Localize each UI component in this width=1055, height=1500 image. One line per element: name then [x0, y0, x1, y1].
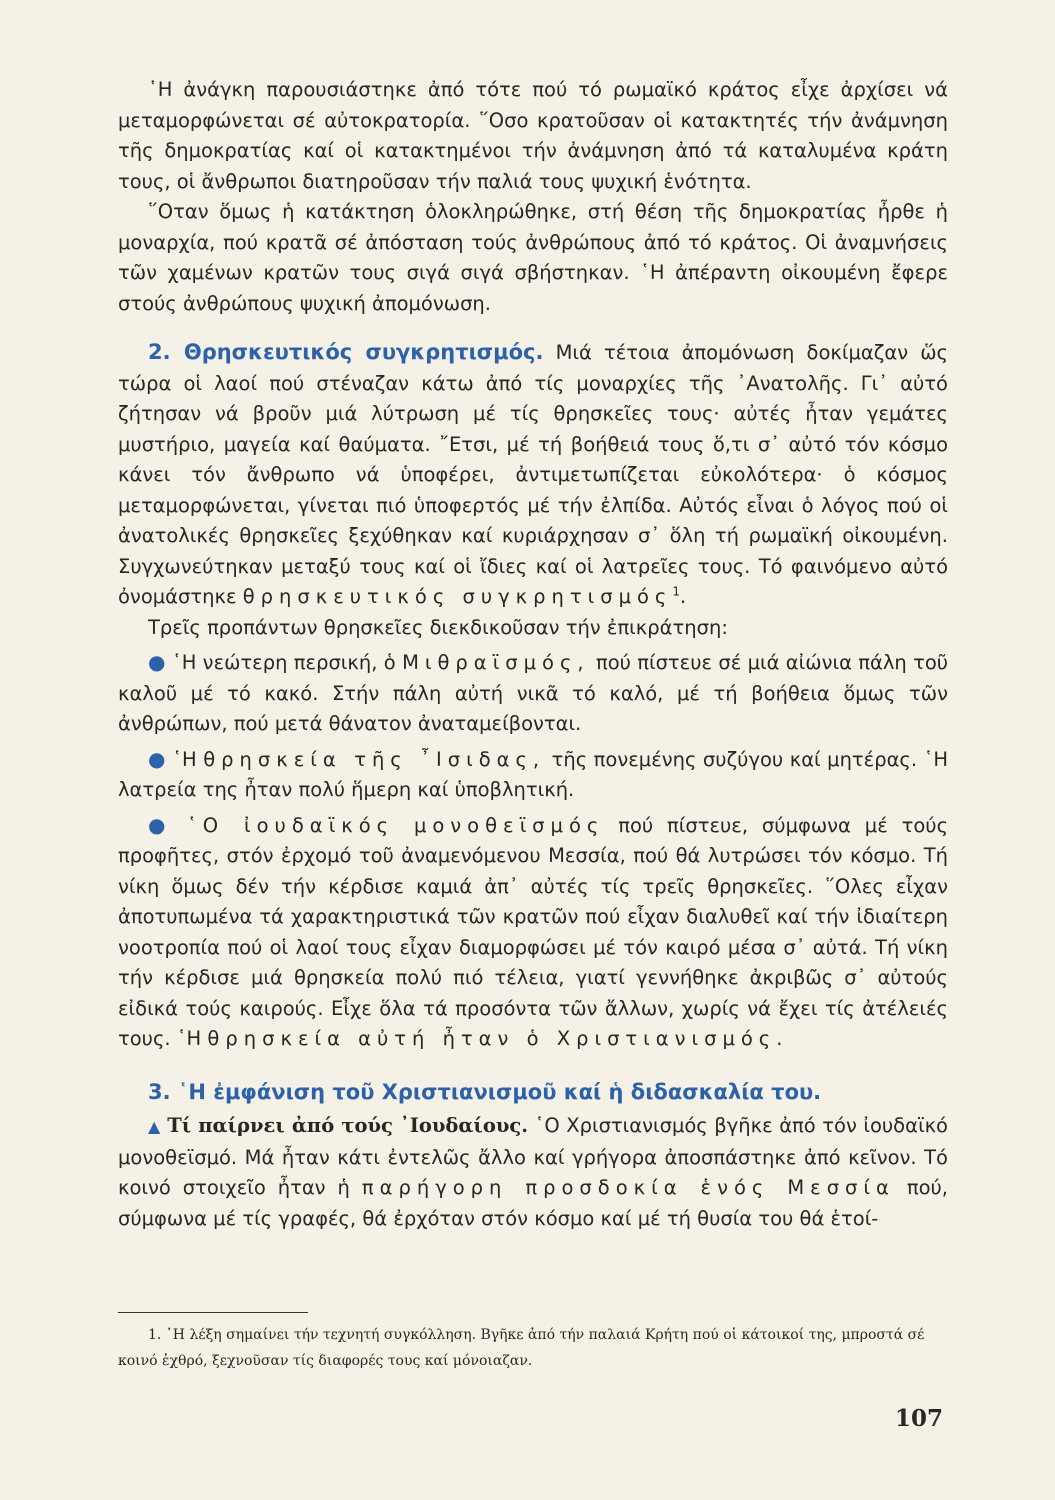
term-christianity: θρησκεία αὐτή ἦταν ὁ Χριστιανισμός. [207, 1027, 789, 1050]
term-mithraism: Μιθραϊσμός, [402, 651, 590, 674]
paragraph-2: ῞Οταν ὅμως ἡ κατάκτηση ὁλοκληρώθηκε, στή θέση τῆς δημοκρατίας ἦρθε ἡ μοναρχία, πού κρατᾶ σέ ἀπόσταση τούς ἀνθρώπους ἀπό τό κράτος. Οἱ ἀναμνήσεις τῶν χαμένων κρατῶν τους σιγά σιγά σβήστηκαν. ῾Η ἀπέραντη οἰκουμένη ἔφερε στούς ἀνθρώπους ψυχική ἀπομόνωση. [118, 200, 948, 315]
bullet-icon: ● [148, 746, 166, 771]
bullet-judaism [118, 810, 948, 1055]
bullet-isis [118, 744, 948, 806]
bullet-mithraism [118, 647, 948, 740]
section-3-heading: 3. ῾Η ἐμφάνιση τοῦ Χριστιανισμοῦ καί ἡ διδασκαλία του. [148, 1079, 822, 1104]
bullet-icon: ● [148, 650, 166, 674]
term-judaic-monotheism: ῾Ο ἰουδαϊκός μονοθεϊσμός [187, 813, 605, 837]
bullet-icon: ● [148, 812, 174, 837]
section-3-text [118, 1111, 948, 1234]
bullet-1-pre: ῾Η νεώτερη περσική, ὁ [171, 651, 396, 674]
bullet-2-text: τῆς πονεμένης συζύγου καί μητέρας. ῾Η λατρεία της ἦταν πολύ ἥμερη καί ὑποβλητική. [118, 747, 948, 801]
term-isis: θρησκεία τῆς ῏Ισιδας, [203, 747, 546, 771]
section-2-heading: 2. Θρησκευτικός συγκρητισμός. [148, 340, 544, 364]
triangle-icon: ▲ [148, 1117, 161, 1136]
three-religions-intro: Τρεῖς προπάντων θρησκεῖες διεκδικοῦσαν τήν ἐπικράτηση: [148, 615, 728, 639]
section-3-body-b: πού, σύμφωνα μέ τίς γραφές, θά ἐρχόταν στόν κόσμο καί μέ τή θυσία του θά ἑτοί- [118, 1176, 948, 1230]
bullet-2-pre: ῾Η [172, 747, 197, 771]
paragraph-1: ῾Η ἀνάγκη παρουσιάστηκε ἀπό τότε πού τό ρωμαϊκό κράτος εἶχε ἀρχίσει νά μεταμορφώνεται σέ αὐτοκρατορία. ῞Οσο κρατοῦσαν οἱ κατακτητές τήν ἀνάμνηση τῆς δημοκρατίας καί οἱ κατακτημένοι τήν ἀνάμνηση ἀπό τά καταλυμένα κράτη τους, οἱ ἄνθρωποι διατηροῦσαν τήν παλιά τους ψυχική ἑνότητα. [118, 78, 948, 193]
footnote [118, 1322, 948, 1374]
section-2: 2. Θρησκευτικός συγκρητισμός. Μιά τέτοια ἀπομόνωση δοκίμαζαν ὥς τώρα οἱ λαοί πού στέναζαν κάτω ἀπό τίς μοναρχίες τῆς ᾿Ανατολῆς. Γι᾿ αὐτό ζήτησαν νά βροῦν μιά λύτρωση μέ τίς θρησκεῖες τους· αὐτές ἦταν γεμάτες μυστήριο, μαγεία καί θαύματα. ῎Ετσι, μέ τή βοήθειά τους ὅ,τι σ᾿ αὐτό τόν κόσμο κάνει τόν ἄνθρωπο νά ὑποφέρει, ἀντιμετωπίζεται εὐκολότερα· ὁ κόσμος μεταμορφώνεται, γίνεται πιό ὑποφερτός μέ τήν ἐλπίδα. Αὐτός εἶναι ὁ λόγος πού οἱ ἀνατολικές θρησκεῖες ξεχύθηκαν καί κυριάρχησαν σ᾿ ὅλη τή ρωμαϊκή οἰκουμένη. Συγχωνεύτηκαν μεταξύ τους καί οἱ ἴδιες καί οἱ λατρεῖες τους. Τό φαινόμενο αὐτό ὀνομάστηκε θρησκευτικός συγκρητισμός$^1$. [118, 340, 949, 608]
body-text [118, 75, 948, 1234]
section-2-text: Μιά τέτοια ἀπομόνωση δοκίμαζαν ὥς τώρα οἱ λαοί πού στέναζαν κάτω ἀπό τίς μοναρχίες τῆς ᾿Ανατολῆς. Γι᾿ αὐτό ζήτησαν νά βροῦν μιά λύτρωση μέ τίς θρησκεῖες τους· αὐτές ἦταν γεμάτες μυστήριο, μαγεία καί θαύματα. ῎Ετσι, μέ τή βοήθειά τους ὅ,τι σ᾿ αὐτό τόν κόσμο κάνει τόν ἄνθρωπο νά ὑποφέρει, ἀντιμετωπίζεται εὐκολότερα· ὁ κόσμος μεταμορφώνεται, γίνεται πιό ὑποφερτός μέ τήν ἐλπίδα. Αὐτός εἶναι ὁ λόγος πού οἱ ἀνατολικές θρησκεῖες ξεχύθηκαν καί κυριάρχησαν σ᾿ ὅλη τή ρωμαϊκή οἰκουμένη. Συγχωνεύτηκαν μεταξύ τους καί οἱ ἴδιες καί οἱ λατρεῖες τους. Τό φαινόμενο αὐτό ὀνομάστηκε [118, 341, 949, 608]
section-3-subheading: Τί παίρνει ἀπό τούς ᾿Ιουδαίους. [167, 1114, 529, 1137]
term-syncretism: θρησκευτικός συγκρητισμός [242, 585, 673, 608]
bullet-1-text: πού πίστευε σέ μιά αἰώνια πάλη τοῦ καλοῦ μέ τό κακό. Στήν πάλη αὐτή νικᾶ τό καλό, μέ τή βοήθεια ὅμως τῶν ἀνθρώπων, πού μετά θάνατον ἀναταμείβονται. [118, 651, 949, 735]
term-messiah: παρήγορη προσδοκία ἑνός Μεσσία [361, 1176, 895, 1199]
section-3-body-a: ῾Ο Χριστιανισμός βγῆκε ἀπό τόν ἰουδαϊκό μονοθεϊσμό. Μά ἦταν κάτι ἐντελῶς ἄλλο καί γρήγορα ἀποσπάστηκε ἀπό κεῖνον. Τό κοινό στοιχεῖο ἦταν ἡ [118, 1114, 948, 1199]
footnote-text: 1. ῾Η λέξη σημαίνει τήν τεχνητή συγκόλληση. Βγῆκε ἀπό τήν παλαιά Κρήτη πού οἱ κάτοικοί της, μπροστά σέ κοινό ἐχθρό, ξεχνοῦσαν τίς διαφορές τους καί μόνοιαζαν. [118, 1327, 925, 1369]
footnote-divider [118, 1312, 308, 1313]
page-number: 107 [894, 1405, 943, 1432]
footnote-ref: 1 [672, 584, 680, 599]
bullet-3-text: πού πίστευε, σύμφωνα μέ τούς προφῆτες, στόν ἐρχομό τοῦ ἀναμενόμενου Μεσσία, πού θά λυτρώσει τόν κόσμο. Τή νίκη ὅμως δέν τήν κέρδισε καμιά ἀπ᾿ αὐτές τίς τρεῖς θρησκεῖες. ῞Ολες εἶχαν ἀποτυπωμένα τά χαρακτηριστικά τῶν κρατῶν πού εἶχαν διαλυθεῖ καί τήν ἰδιαίτερη νοοτροπία πού οἱ λαοί τους εἶχαν διαμορφώσει μέ τόν καιρό μέσα σ᾿ αὐτά. Τή νίκη τήν κέρδισε μιά θρησκεία πολύ πιό τέλεια, γιατί γεννήθηκε ἀκριβῶς σ᾿ αὐτούς εἰδικά τούς καιρούς. Εἶχε ὅλα τά προσόντα τῶν ἄλλων, χωρίς νά ἔχει τίς ἀτέλειές τους. ῾Η [118, 813, 949, 1050]
